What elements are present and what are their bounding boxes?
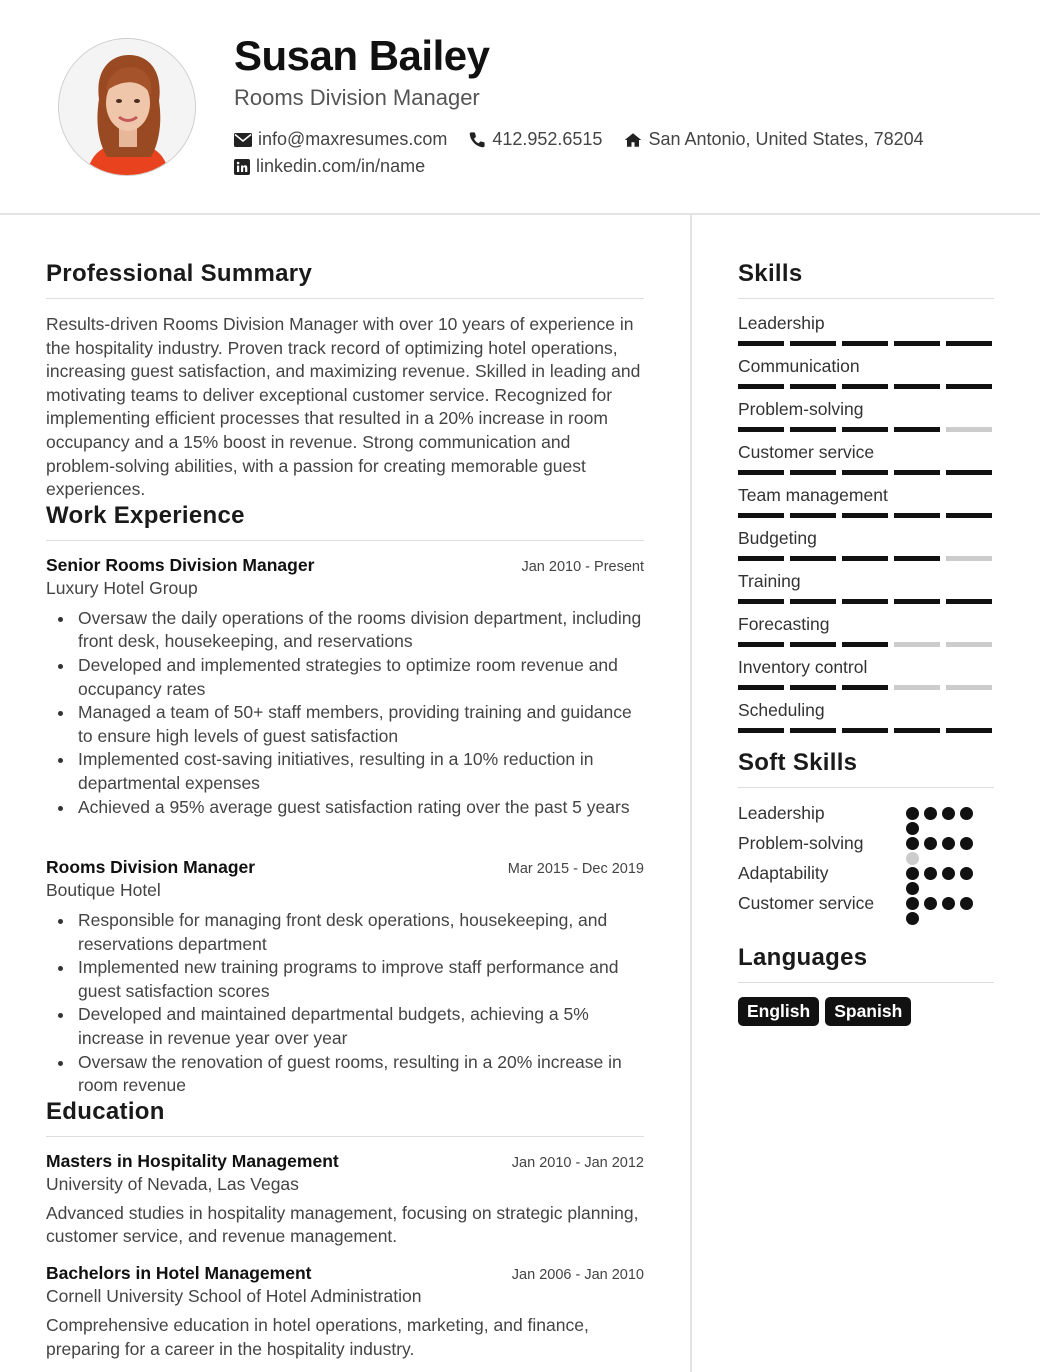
skill-level-segment bbox=[894, 556, 940, 561]
skill-item bbox=[738, 485, 994, 528]
school-name: University of Nevada, Las Vegas bbox=[46, 1173, 299, 1194]
linkedin-icon bbox=[234, 159, 250, 175]
soft-skill-dot bbox=[960, 807, 973, 820]
skill-item bbox=[738, 700, 994, 743]
skill-item bbox=[738, 528, 994, 571]
job-bullet: Responsible for managing front desk operations, housekeeping, and reservations department bbox=[46, 909, 644, 956]
job-bullets bbox=[46, 607, 644, 819]
soft-skill-dot bbox=[942, 897, 955, 910]
candidate-name: Susan Bailey bbox=[234, 32, 490, 79]
soft-skill-name: Problem-solving bbox=[738, 832, 864, 853]
skill-level-segment bbox=[790, 728, 836, 733]
location-text: San Antonio, United States, 78204 bbox=[648, 129, 924, 149]
job-bullet: Oversaw the renovation of guest rooms, resulting in a 20% increase in room revenue bbox=[46, 1051, 644, 1098]
skill-item bbox=[738, 442, 994, 485]
skill-level-bar bbox=[738, 427, 994, 432]
job-entry bbox=[46, 555, 644, 819]
soft-skill-dot bbox=[924, 807, 937, 820]
summary-text: Results-driven Rooms Division Manager with over 10 years of experience in the hospitality industry. Proven track record of optimizing hotel operations, increasing guest satisfaction, and maximizing revenue. Skilled in leading and motivating teams to deliver exceptional customer service. Recognized for implementing efficient processes that resulted in a 20% increase in room occupancy and a 15% boost in revenue. Strong communication and problem-solving abilities, with a passion for creating memorable guest experiences. bbox=[46, 314, 641, 500]
skill-item bbox=[738, 614, 994, 657]
skills-section bbox=[738, 260, 994, 743]
skill-name: Leadership bbox=[738, 313, 825, 333]
soft-skill-dot bbox=[942, 837, 955, 850]
degree-title: Masters in Hospitality Management bbox=[46, 1150, 339, 1171]
job-bullet: Implemented cost-saving initiatives, resulting in a 10% reduction in departmental expenses bbox=[46, 748, 644, 795]
soft-skills-list bbox=[738, 798, 994, 918]
skill-level-segment bbox=[738, 685, 784, 690]
skill-level-segment bbox=[790, 513, 836, 518]
soft-skill-dot bbox=[906, 807, 919, 820]
soft-skill-dot bbox=[906, 882, 919, 895]
skill-item bbox=[738, 356, 994, 399]
soft-skill-dot bbox=[906, 912, 919, 925]
skill-name: Budgeting bbox=[738, 528, 817, 548]
skill-level-segment bbox=[946, 513, 992, 518]
skill-level-segment bbox=[842, 599, 888, 604]
skill-level-segment bbox=[738, 427, 784, 432]
skill-level-segment bbox=[790, 599, 836, 604]
skill-name: Inventory control bbox=[738, 657, 868, 677]
contact-location bbox=[624, 129, 923, 150]
skill-level-segment bbox=[894, 513, 940, 518]
soft-skill-item bbox=[738, 798, 994, 828]
skill-level-bar bbox=[738, 556, 994, 561]
skill-level-segment bbox=[842, 556, 888, 561]
column-divider bbox=[690, 215, 692, 1372]
school-name: Cornell University School of Hotel Administration bbox=[46, 1286, 422, 1307]
email-text: info@maxresumes.com bbox=[258, 129, 448, 149]
summary-section bbox=[46, 260, 644, 502]
skills-list bbox=[738, 313, 994, 743]
skill-item bbox=[738, 399, 994, 442]
phone-text: 412.952.6515 bbox=[492, 129, 603, 149]
section-title: Professional Summary bbox=[46, 260, 313, 287]
skill-level-segment bbox=[790, 384, 836, 389]
skill-level-segment bbox=[738, 728, 784, 733]
skill-level-segment bbox=[946, 341, 992, 346]
skill-item bbox=[738, 313, 994, 356]
soft-skill-dots bbox=[906, 837, 973, 850]
education-date: Jan 2010 - Jan 2012 bbox=[511, 1154, 644, 1171]
skill-level-segment bbox=[842, 513, 888, 518]
skill-level-segment bbox=[842, 341, 888, 346]
skill-level-segment bbox=[894, 685, 940, 690]
job-company: Boutique Hotel bbox=[46, 880, 161, 901]
skill-level-bar bbox=[738, 384, 994, 389]
soft-skill-dot bbox=[924, 837, 937, 850]
soft-skill-dot bbox=[906, 897, 919, 910]
skill-level-segment bbox=[894, 728, 940, 733]
skill-level-segment bbox=[946, 556, 992, 561]
skill-level-segment bbox=[894, 642, 940, 647]
soft-skill-dot bbox=[960, 897, 973, 910]
skill-level-segment bbox=[842, 384, 888, 389]
section-divider bbox=[46, 540, 644, 541]
skill-level-segment bbox=[790, 470, 836, 475]
soft-skill-name: Customer service bbox=[738, 892, 875, 913]
skill-level-segment bbox=[842, 728, 888, 733]
job-bullet: Oversaw the daily operations of the rooms division department, including front desk, housekeeping, and reservations bbox=[46, 607, 644, 654]
section-title: Skills bbox=[738, 260, 803, 287]
section-divider bbox=[738, 298, 994, 299]
soft-skill-dot bbox=[960, 867, 973, 880]
education-entry bbox=[46, 1151, 644, 1249]
skill-level-segment bbox=[894, 599, 940, 604]
main-column bbox=[46, 215, 644, 1361]
skill-level-segment bbox=[738, 384, 784, 389]
languages-list bbox=[738, 997, 994, 1026]
soft-skill-dot bbox=[924, 867, 937, 880]
job-bullet: Developed and implemented strategies to optimize room revenue and occupancy rates bbox=[46, 654, 644, 701]
skill-name: Communication bbox=[738, 356, 860, 376]
skill-item bbox=[738, 657, 994, 700]
skill-name: Customer service bbox=[738, 442, 875, 462]
skill-name: Team management bbox=[738, 485, 888, 505]
job-bullets bbox=[46, 909, 644, 1098]
skill-level-bar bbox=[738, 728, 994, 733]
skill-level-segment bbox=[894, 341, 940, 346]
job-bullet: Implemented new training programs to improve staff performance and guest satisfaction scores bbox=[46, 956, 644, 1003]
degree-title: Bachelors in Hotel Management bbox=[46, 1263, 312, 1284]
soft-skill-dot bbox=[906, 852, 919, 865]
job-date: Mar 2015 - Dec 2019 bbox=[507, 861, 644, 878]
job-bullet: Developed and maintained departmental budgets, achieving a 5% increase in revenue year over year bbox=[46, 1003, 644, 1050]
job-title: Rooms Division Manager bbox=[46, 857, 256, 878]
job-company: Luxury Hotel Group bbox=[46, 577, 198, 598]
skill-level-segment bbox=[946, 685, 992, 690]
skill-level-segment bbox=[790, 642, 836, 647]
skill-level-segment bbox=[790, 685, 836, 690]
contact-phone[interactable] bbox=[469, 129, 602, 150]
skill-level-bar bbox=[738, 599, 994, 604]
language-tag: Spanish bbox=[825, 997, 911, 1026]
home-icon bbox=[624, 132, 642, 148]
soft-skill-item bbox=[738, 888, 994, 918]
skill-level-segment bbox=[894, 470, 940, 475]
skill-level-segment bbox=[894, 427, 940, 432]
skill-level-bar bbox=[738, 341, 994, 346]
soft-skill-dot bbox=[906, 837, 919, 850]
skill-level-segment bbox=[842, 642, 888, 647]
skill-level-segment bbox=[738, 556, 784, 561]
candidate-role: Rooms Division Manager bbox=[234, 85, 480, 110]
job-title: Senior Rooms Division Manager bbox=[46, 554, 315, 575]
skill-level-segment bbox=[946, 470, 992, 475]
skill-level-segment bbox=[946, 427, 992, 432]
skill-level-segment bbox=[790, 427, 836, 432]
skill-level-segment bbox=[842, 470, 888, 475]
contact-row-2 bbox=[234, 156, 447, 177]
linkedin-text: linkedin.com/in/name bbox=[256, 156, 426, 176]
skill-level-segment bbox=[842, 427, 888, 432]
skill-level-segment bbox=[946, 728, 992, 733]
education-section bbox=[46, 1098, 644, 1361]
soft-skill-item bbox=[738, 828, 994, 858]
skill-name: Scheduling bbox=[738, 700, 825, 720]
phone-icon bbox=[469, 131, 486, 148]
experience-section bbox=[46, 502, 644, 1098]
soft-skill-dot bbox=[942, 807, 955, 820]
soft-skill-dots bbox=[906, 807, 973, 820]
skill-level-segment bbox=[946, 384, 992, 389]
section-divider bbox=[738, 787, 994, 788]
section-divider bbox=[46, 298, 644, 299]
sidebar-column bbox=[738, 215, 994, 1026]
education-desc: Comprehensive education in hotel operations, marketing, and finance, preparing for a career in the hospitality industry. bbox=[46, 1315, 589, 1359]
job-bullet: Achieved a 95% average guest satisfaction rating over the past 5 years bbox=[46, 796, 644, 820]
skill-level-segment bbox=[946, 642, 992, 647]
section-title: Education bbox=[46, 1097, 165, 1125]
job-bullet: Managed a team of 50+ staff members, providing training and guidance to ensure high levels of guest satisfaction bbox=[46, 701, 644, 748]
skill-level-segment bbox=[842, 685, 888, 690]
skill-name: Forecasting bbox=[738, 614, 830, 634]
section-title: Soft Skills bbox=[738, 749, 858, 776]
soft-skill-dot bbox=[906, 822, 919, 835]
skill-level-segment bbox=[738, 642, 784, 647]
soft-skill-name: Adaptability bbox=[738, 862, 829, 883]
soft-skill-dot bbox=[960, 837, 973, 850]
languages-section bbox=[738, 944, 994, 1026]
soft-skill-item bbox=[738, 858, 994, 888]
skill-name: Problem-solving bbox=[738, 399, 864, 419]
skill-level-bar bbox=[738, 513, 994, 518]
profile-photo bbox=[58, 38, 196, 176]
contact-email[interactable] bbox=[234, 129, 447, 150]
education-date: Jan 2006 - Jan 2010 bbox=[511, 1267, 644, 1284]
skill-level-segment bbox=[738, 513, 784, 518]
skill-level-bar bbox=[738, 470, 994, 475]
section-title: Languages bbox=[738, 944, 868, 971]
skill-level-bar bbox=[738, 642, 994, 647]
skill-name: Training bbox=[738, 571, 801, 591]
envelope-icon bbox=[234, 133, 252, 147]
soft-skill-dots bbox=[906, 867, 973, 880]
skill-level-segment bbox=[790, 556, 836, 561]
soft-skill-dots bbox=[906, 897, 973, 910]
job-entry bbox=[46, 857, 644, 1098]
education-entry bbox=[46, 1263, 644, 1361]
section-title: Work Experience bbox=[46, 501, 245, 529]
soft-skill-name: Leadership bbox=[738, 802, 825, 823]
language-tag: English bbox=[738, 997, 819, 1026]
skill-level-bar bbox=[738, 685, 994, 690]
skill-item bbox=[738, 571, 994, 614]
skill-level-segment bbox=[738, 470, 784, 475]
soft-skill-dot bbox=[906, 867, 919, 880]
section-divider bbox=[46, 1136, 644, 1137]
soft-skill-dot bbox=[924, 897, 937, 910]
skill-level-segment bbox=[738, 599, 784, 604]
contact-row bbox=[234, 129, 946, 150]
job-date: Jan 2010 - Present bbox=[521, 558, 644, 575]
education-desc: Advanced studies in hospitality management, focusing on strategic planning, customer service, and revenue management. bbox=[46, 1202, 639, 1247]
contact-linkedin[interactable] bbox=[234, 156, 425, 177]
soft-skills-section bbox=[738, 749, 994, 918]
skill-level-segment bbox=[790, 341, 836, 346]
skill-level-segment bbox=[738, 341, 784, 346]
soft-skill-dot bbox=[942, 867, 955, 880]
section-divider bbox=[738, 982, 994, 983]
skill-level-segment bbox=[894, 384, 940, 389]
skill-level-segment bbox=[946, 599, 992, 604]
resume-header bbox=[0, 0, 1040, 215]
